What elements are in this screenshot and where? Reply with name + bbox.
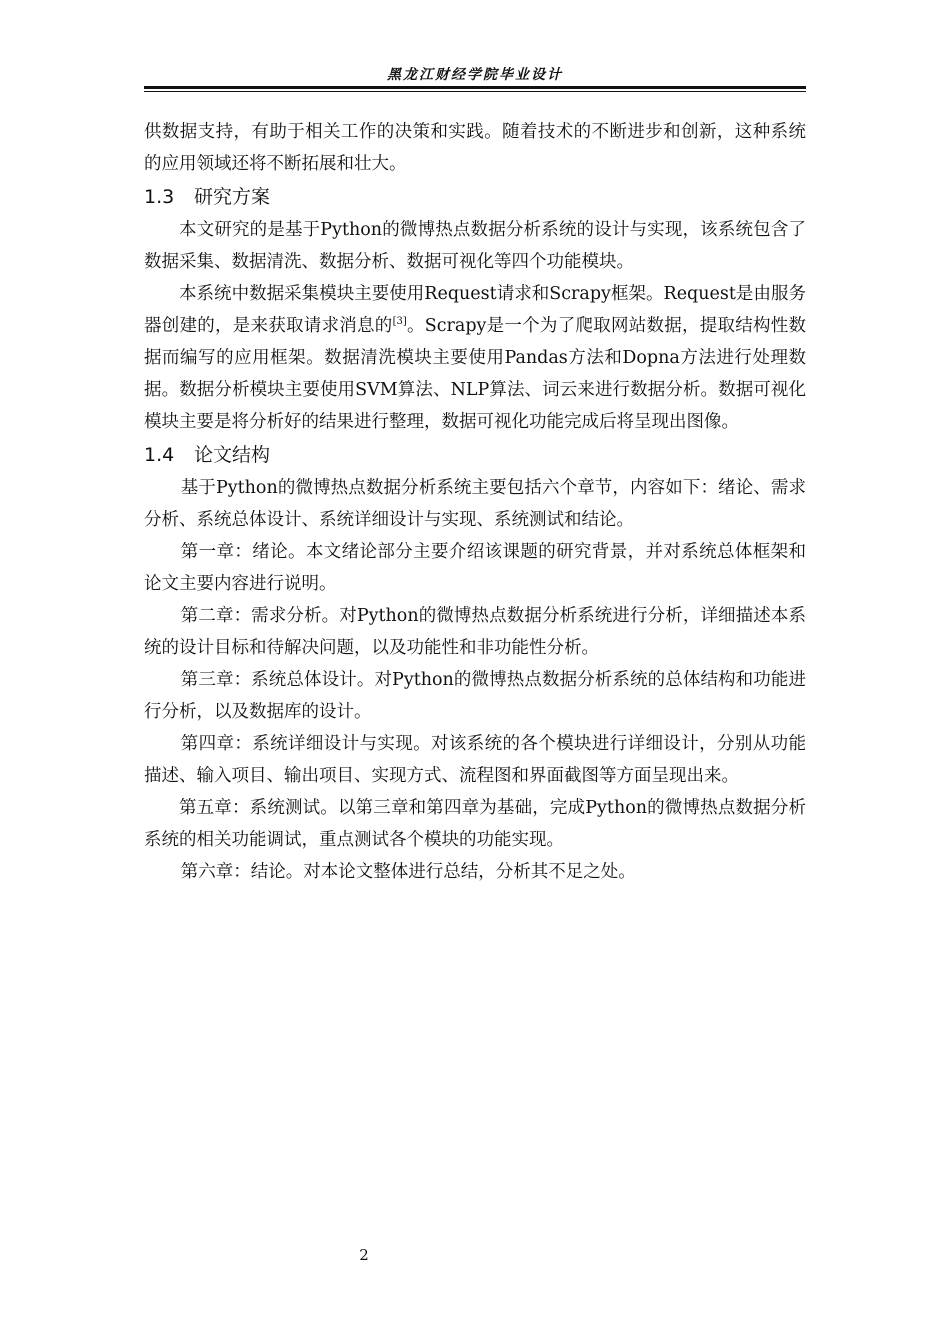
section-number: 1.3	[144, 186, 175, 208]
paragraph-structure-intro: 基于Python的微博热点数据分析系统主要包括六个章节，内容如下：绪论、需求分析、系统总体设计、系统详细设计与实现、系统测试和结论。	[144, 478, 806, 530]
paragraph-continued: 供数据支持，有助于相关工作的决策和实践。随着技术的不断进步和创新，这种系统的应用领域还将不断拓展和壮大。	[144, 122, 806, 174]
header-rule-thick	[144, 86, 806, 89]
running-header: 黑龙江财经学院毕业设计	[387, 67, 563, 83]
paragraph-text: 本系统中数据采集模块主要使用Request请求和Scrapy框架。Request是由服务器创建的，是来获取请求消息的	[144, 284, 806, 336]
paragraph-chapter-3: 第三章：系统总体设计。对Python的微博热点数据分析系统的总体结构和功能进行分析，以及数据库的设计。	[144, 670, 806, 722]
section-title: 研究方案	[194, 186, 271, 208]
paragraph-chapter-1: 第一章：绪论。本文绪论部分主要介绍该课题的研究背景，并对系统总体框架和论文主要内容进行说明。	[144, 542, 806, 594]
paragraph-chapter-5: 第五章：系统测试。以第三章和第四章为基础，完成Python的微博热点数据分析系统的相关功能调试，重点测试各个模块的功能实现。	[144, 798, 806, 850]
paragraph-research-modules	[144, 278, 806, 438]
paragraph-research-scope: 本文研究的是基于Python的微博热点数据分析系统的设计与实现，该系统包含了数据采集、数据清洗、数据分析、数据可视化等四个功能模块。	[144, 220, 806, 272]
paragraph-chapter-6: 第六章：结论。对本论文整体进行总结，分析其不足之处。	[180, 862, 636, 882]
page-number: 2	[359, 1246, 369, 1264]
paragraph-chapter-4: 第四章：系统详细设计与实现。对该系统的各个模块进行详细设计，分别从功能描述、输入项目、输出项目、实现方式、流程图和界面截图等方面呈现出来。	[144, 734, 806, 786]
section-number: 1.4	[144, 444, 175, 466]
citation-ref: [3]	[392, 316, 407, 328]
section-heading-1-3	[144, 180, 806, 214]
paragraph-chapter-2: 第二章：需求分析。对Python的微博热点数据分析系统进行分析，详细描述本系统的设计目标和待解决问题，以及功能性和非功能性分析。	[144, 606, 806, 658]
paragraph-text: 。Scrapy是一个为了爬取网站数据，提取结构性数据而编写的应用框架。数据清洗模块主要使用Pandas方法和Dopna方法进行处理数据。数据分析模块主要使用SVM算法、NLP算法、词云来进行数据分析。数据可视化模块主要是将分析好的结果进行整理，数据可视化功能完成后将呈现出图像。	[144, 316, 806, 432]
page-body	[144, 116, 806, 888]
section-heading-1-4	[144, 438, 806, 472]
header-rule-thin	[144, 91, 806, 92]
section-title: 论文结构	[194, 444, 271, 466]
